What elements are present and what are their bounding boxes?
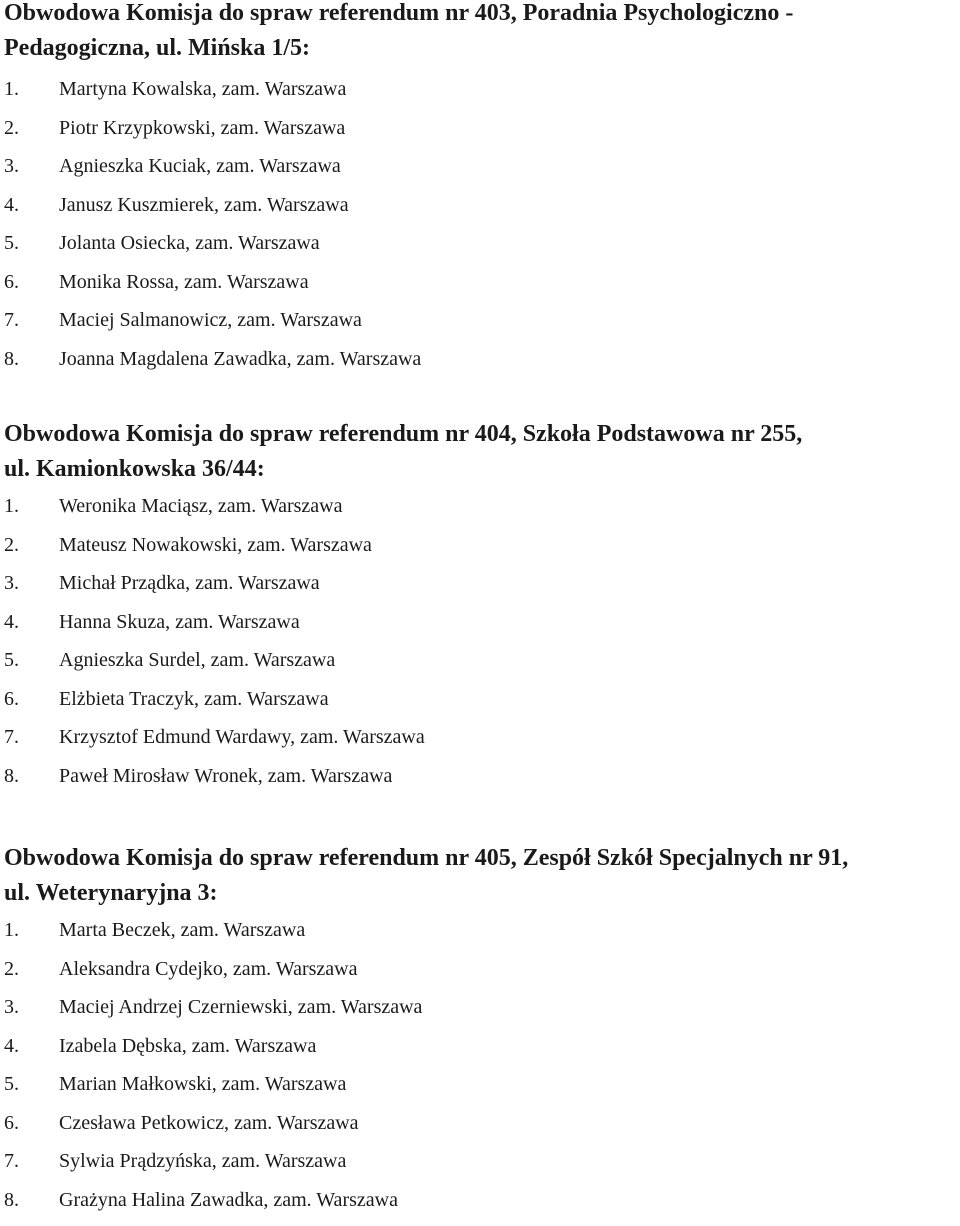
item-number: 2. bbox=[4, 533, 19, 556]
item-number: 8. bbox=[4, 764, 19, 787]
list-item bbox=[4, 301, 793, 340]
item-number: 6. bbox=[4, 270, 19, 293]
item-number: 2. bbox=[4, 957, 19, 980]
member-text: Jolanta Osiecka, zam. Warszawa bbox=[59, 232, 320, 254]
member-text: Piotr Krzypkowski, zam. Warszawa bbox=[59, 116, 346, 139]
member-list bbox=[4, 70, 793, 378]
list-item bbox=[4, 718, 802, 757]
member-text: Elżbieta Traczyk, zam. Warszawa bbox=[59, 687, 329, 710]
list-item bbox=[4, 70, 793, 109]
list-item bbox=[4, 526, 802, 565]
member-list bbox=[4, 911, 848, 1219]
item-number: 1. bbox=[4, 495, 19, 517]
item-number: 1. bbox=[4, 78, 19, 100]
list-item bbox=[4, 263, 793, 302]
item-number: 3. bbox=[4, 572, 19, 594]
item-number: 1. bbox=[4, 919, 19, 941]
commission-heading bbox=[4, 841, 848, 911]
member-text: Maciej Salmanowicz, zam. Warszawa bbox=[59, 309, 362, 331]
member-text: Hanna Skuza, zam. Warszawa bbox=[59, 610, 300, 633]
item-number: 8. bbox=[4, 347, 19, 370]
item-number: 7. bbox=[4, 1150, 19, 1172]
item-number: 4. bbox=[4, 1034, 19, 1057]
heading-line-1: Obwodowa Komisja do spraw referendum nr 403, Poradnia Psychologiczno - bbox=[4, 0, 794, 26]
item-number: 7. bbox=[4, 726, 19, 748]
heading-line-2: ul. Kamionkowska 36/44: bbox=[4, 456, 265, 482]
member-text: Sylwia Prądzyńska, zam. Warszawa bbox=[59, 1150, 347, 1172]
list-item bbox=[4, 1142, 848, 1181]
list-item bbox=[4, 1065, 848, 1104]
member-text: Krzysztof Edmund Wardawy, zam. Warszawa bbox=[59, 726, 425, 748]
member-text: Grażyna Halina Zawadka, zam. Warszawa bbox=[59, 1188, 398, 1211]
list-item bbox=[4, 757, 802, 796]
item-number: 4. bbox=[4, 610, 19, 633]
heading-line-2: Pedagogiczna, ul. Mińska 1/5: bbox=[4, 35, 311, 61]
list-item bbox=[4, 147, 793, 186]
member-text: Aleksandra Cydejko, zam. Warszawa bbox=[59, 957, 358, 980]
member-text: Izabela Dębska, zam. Warszawa bbox=[59, 1034, 317, 1057]
heading-line-2: ul. Weterynaryjna 3: bbox=[4, 880, 218, 906]
item-number: 5. bbox=[4, 232, 19, 254]
member-text: Janusz Kuszmierek, zam. Warszawa bbox=[59, 193, 349, 216]
member-text: Joanna Magdalena Zawadka, zam. Warszawa bbox=[59, 347, 422, 370]
member-list bbox=[4, 487, 802, 795]
list-item bbox=[4, 911, 848, 950]
member-text: Marian Małkowski, zam. Warszawa bbox=[59, 1073, 347, 1095]
list-item bbox=[4, 487, 802, 526]
commission-section-405 bbox=[4, 841, 848, 1219]
list-item bbox=[4, 988, 848, 1027]
list-item bbox=[4, 1181, 848, 1220]
list-item bbox=[4, 109, 793, 148]
list-item bbox=[4, 603, 802, 642]
item-number: 3. bbox=[4, 155, 19, 177]
item-number: 7. bbox=[4, 309, 19, 331]
commission-heading bbox=[4, 0, 793, 66]
list-item bbox=[4, 1027, 848, 1066]
list-item bbox=[4, 224, 793, 263]
member-text: Czesława Petkowicz, zam. Warszawa bbox=[59, 1111, 359, 1134]
item-number: 2. bbox=[4, 116, 19, 139]
item-number: 6. bbox=[4, 1111, 19, 1134]
member-text: Agnieszka Surdel, zam. Warszawa bbox=[59, 649, 336, 671]
heading-line-1: Obwodowa Komisja do spraw referendum nr 404, Szkoła Podstawowa nr 255, bbox=[4, 421, 803, 447]
item-number: 8. bbox=[4, 1188, 19, 1211]
member-text: Maciej Andrzej Czerniewski, zam. Warszawa bbox=[59, 996, 423, 1018]
list-item bbox=[4, 564, 802, 603]
item-number: 5. bbox=[4, 649, 19, 671]
member-text: Mateusz Nowakowski, zam. Warszawa bbox=[59, 533, 372, 556]
member-text: Michał Prządka, zam. Warszawa bbox=[59, 572, 320, 594]
item-number: 4. bbox=[4, 193, 19, 216]
list-item bbox=[4, 340, 793, 379]
item-number: 5. bbox=[4, 1073, 19, 1095]
commission-section-403 bbox=[4, 0, 793, 378]
list-item bbox=[4, 186, 793, 225]
member-text: Martyna Kowalska, zam. Warszawa bbox=[59, 78, 347, 100]
list-item bbox=[4, 641, 802, 680]
item-number: 6. bbox=[4, 687, 19, 710]
member-text: Marta Beczek, zam. Warszawa bbox=[59, 919, 306, 941]
member-text: Monika Rossa, zam. Warszawa bbox=[59, 270, 309, 293]
list-item bbox=[4, 950, 848, 989]
item-number: 3. bbox=[4, 996, 19, 1018]
heading-line-1: Obwodowa Komisja do spraw referendum nr 405, Zespół Szkół Specjalnych nr 91, bbox=[4, 845, 849, 871]
member-text: Weronika Maciąsz, zam. Warszawa bbox=[59, 495, 343, 517]
member-text: Paweł Mirosław Wronek, zam. Warszawa bbox=[59, 764, 393, 787]
list-item bbox=[4, 680, 802, 719]
member-text: Agnieszka Kuciak, zam. Warszawa bbox=[59, 155, 341, 177]
commission-section-404 bbox=[4, 417, 802, 795]
list-item bbox=[4, 1104, 848, 1143]
commission-heading bbox=[4, 417, 802, 487]
